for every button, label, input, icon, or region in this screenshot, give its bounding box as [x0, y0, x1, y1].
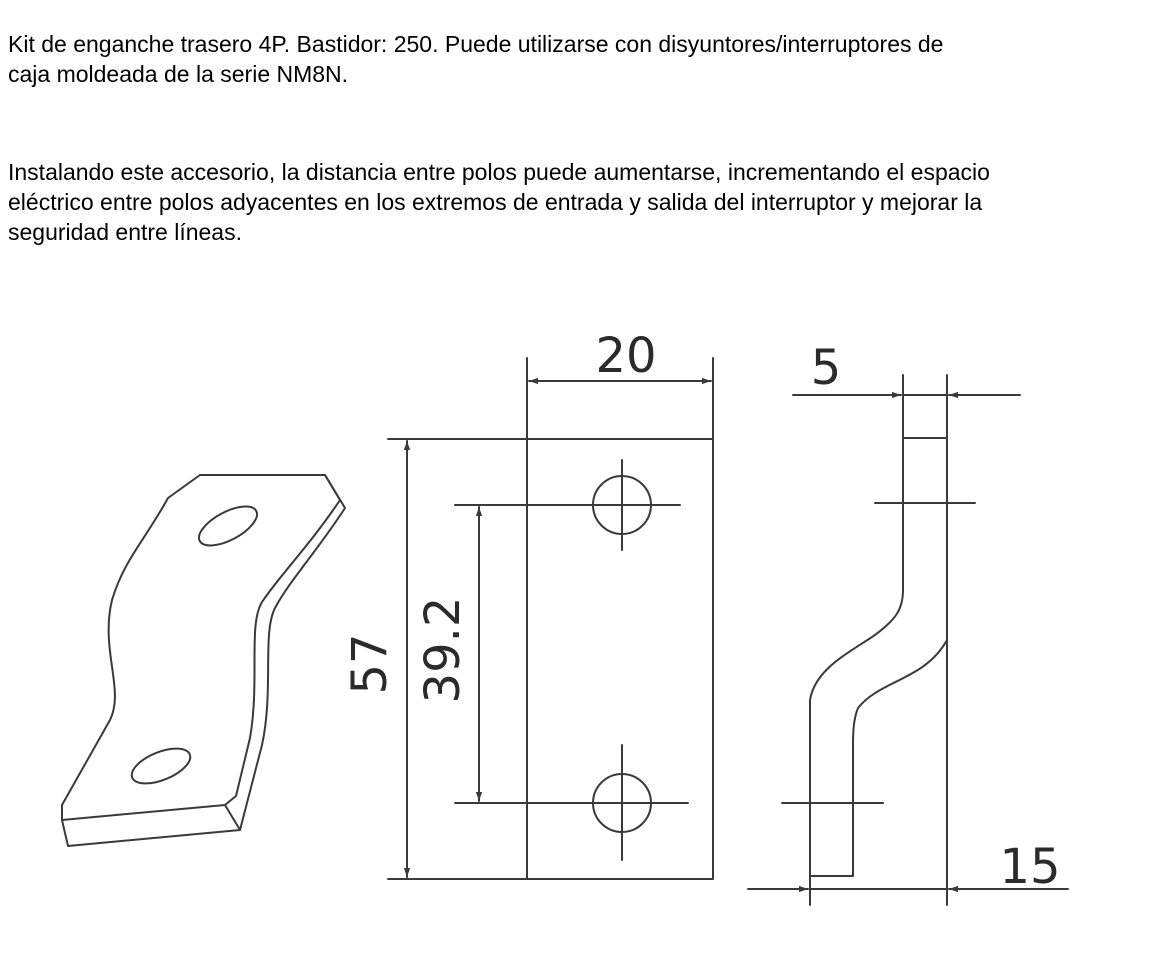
dim-offset-label: 15: [999, 839, 1061, 895]
iso-side-face: [240, 475, 345, 830]
dim-height-label: 57: [342, 633, 398, 695]
dim-hole-spacing-label: 39.2: [415, 596, 471, 704]
isometric-view: [62, 475, 345, 846]
description-line: seguridad entre líneas.: [8, 219, 242, 245]
description-line: caja moldeada de la serie NM8N.: [8, 61, 349, 87]
dimension-lines: [407, 381, 1068, 889]
iso-hole-top: [193, 499, 263, 554]
description-line: Instalando este accesorio, la distancia entre polos puede aumentarse, incrementando el espacio: [8, 159, 990, 185]
dim-thickness-label: 5: [810, 340, 842, 396]
description-line: eléctrico entre polos adyacentes en los extremos de entrada y salida del interruptor y mejorar la: [8, 189, 983, 215]
description-line: Kit de enganche trasero 4P. Bastidor: 250. Puede utilizarse con disyuntores/interruptores de: [8, 31, 944, 57]
iso-hole-bottom: [127, 741, 195, 790]
side-view: [782, 375, 975, 905]
dim-width-label: 20: [595, 328, 657, 384]
iso-top-face: [62, 475, 340, 820]
